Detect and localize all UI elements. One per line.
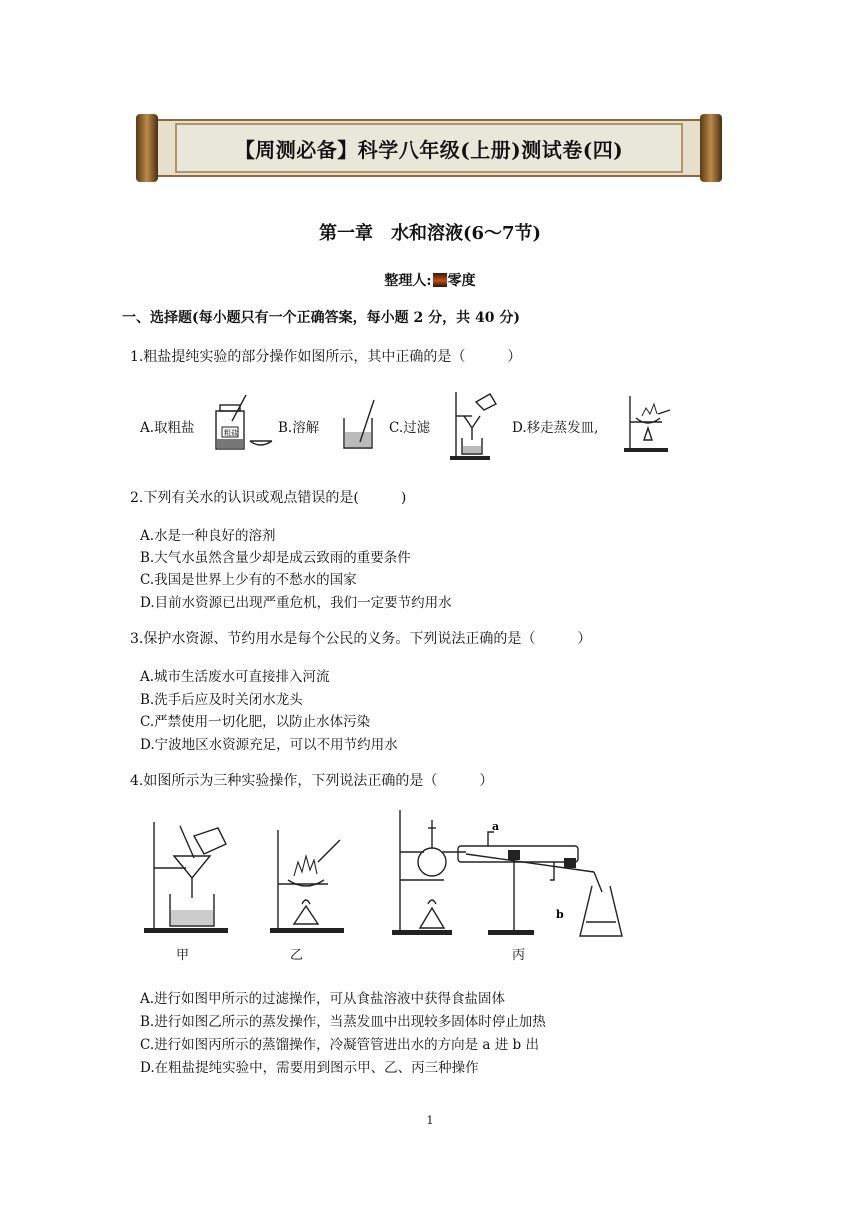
question-4-stem: 4.如图所示为三种实验操作，下列说法正确的是（ ）: [130, 773, 494, 789]
organizer-prefix: 整理人:: [384, 273, 432, 289]
title-banner: [136, 114, 722, 182]
figure-label-bing: 丙: [512, 948, 526, 963]
question-2-option-a: A.水是一种良好的溶剂: [140, 528, 276, 544]
question-1-option-d: D.移走蒸发皿,: [512, 420, 599, 436]
question-3-stem: 3.保护水资源、节约用水是每个公民的义务。下列说法正确的是（ ）: [130, 631, 592, 647]
filtration-apparatus-icon: [446, 388, 502, 464]
figure-filtration-apparatus: [140, 818, 232, 938]
question-2-option-b: B.大气水虽然含量少却是成云致雨的重要条件: [140, 550, 411, 566]
salt-jar-label: 粗盐: [224, 429, 238, 437]
dissolving-beaker-icon: [338, 398, 380, 454]
page-number: 1: [426, 1114, 434, 1127]
organizer-line: [0, 270, 860, 290]
chapter-heading: 第一章 水和溶液(6～7节): [318, 223, 542, 244]
outlet-label-b: b: [556, 908, 564, 921]
question-3-option-d: D.宁波地区水资源充足，可以不用节约用水: [140, 737, 398, 753]
question-2-stem: 2.下列有关水的认识或观点错误的是( ): [130, 490, 407, 506]
figure-label-jia: 甲: [176, 948, 190, 963]
question-2-option-c: C.我国是世界上少有的不愁水的国家: [140, 572, 357, 588]
section-heading: 一、选择题(每小题只有一个正确答案，每小题 2 分，共 40 分): [122, 310, 520, 326]
evaporating-dish-tongs-icon: [622, 392, 672, 456]
question-1-option-a: A.取粗盐: [140, 420, 195, 436]
question-4-option-a: A.进行如图甲所示的过滤操作，可从食盐溶液中获得食盐固体: [140, 991, 506, 1007]
question-3-option-a: A.城市生活废水可直接排入河流: [140, 669, 330, 685]
question-4-option-c: C.进行如图丙所示的蒸馏操作，冷凝管管进出水的方向是 a 进 b 出: [140, 1037, 539, 1053]
question-2-option-d: D.目前水资源已出现严重危机，我们一定要节约用水: [140, 595, 452, 611]
question-4-option-d: D.在粗盐提纯实验中，需要用到图示甲、乙、丙三种操作: [140, 1060, 479, 1076]
question-3-option-c: C.严禁使用一切化肥，以防止水体污染: [140, 714, 371, 730]
question-1-option-b: B.溶解: [278, 420, 320, 436]
figure-evaporation-apparatus: [268, 826, 346, 938]
figure-distillation-apparatus: [388, 806, 638, 944]
sunset-icon: [433, 273, 447, 287]
question-1-stem: 1.粗盐提纯实验的部分操作如图所示，其中正确的是（ ）: [130, 349, 522, 365]
document-title: 【周测必备】科学八年级(上册)测试卷(四): [234, 137, 624, 162]
inlet-label-a: a: [492, 820, 500, 833]
organizer-name: 零度: [447, 273, 476, 289]
question-1-option-c: C.过滤: [389, 420, 431, 436]
figure-label-yi: 乙: [290, 948, 304, 963]
question-3-option-b: B.洗手后应及时关闭水龙头: [140, 692, 303, 708]
question-4-option-b: B.进行如图乙所示的蒸发操作，当蒸发皿中出现较多固体时停止加热: [140, 1014, 546, 1030]
salt-jar-spoon-icon: [210, 393, 276, 455]
